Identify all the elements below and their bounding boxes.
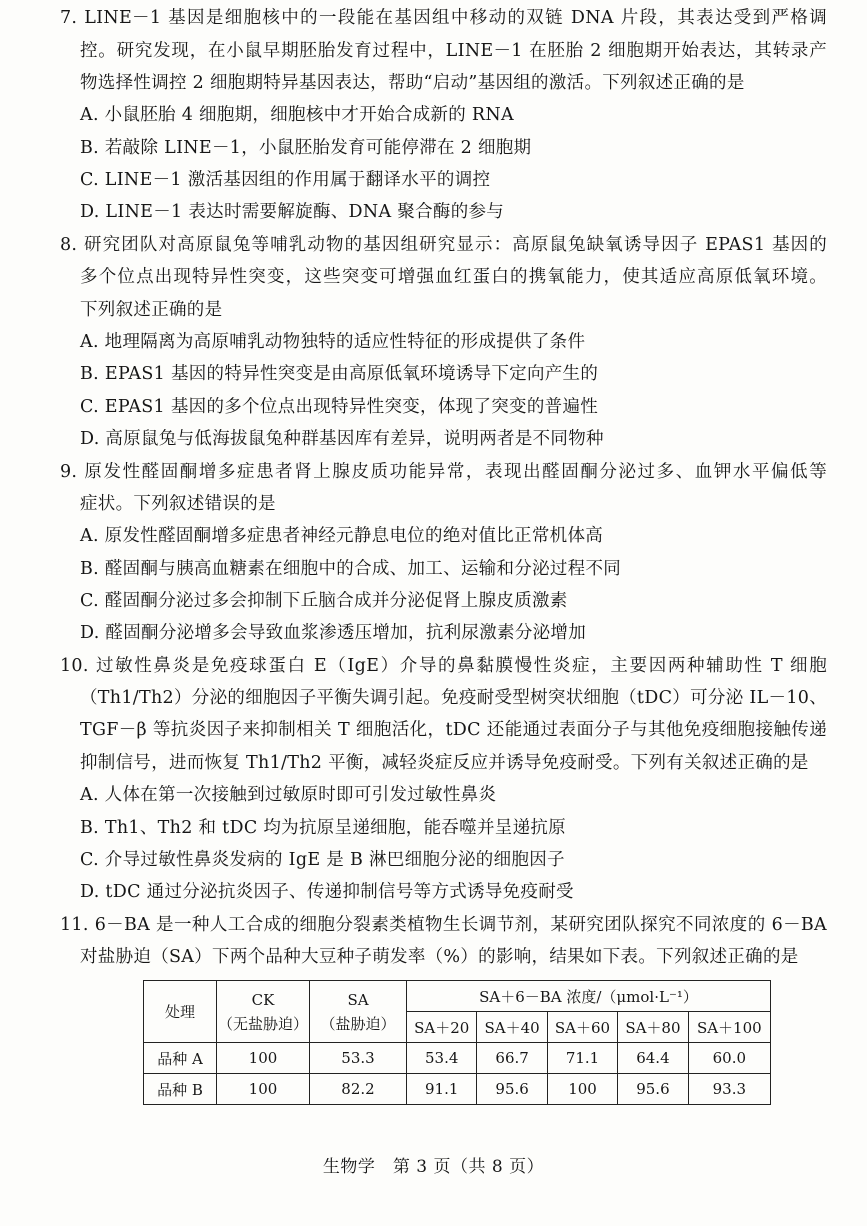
- q7-option-d: D. LINE－1 表达时需要解旋酶、DNA 聚合酶的参与: [80, 202, 505, 222]
- table-cell: 53.3: [310, 1043, 407, 1074]
- table-header-sa: [310, 981, 407, 1043]
- table-cell: 71.1: [547, 1043, 617, 1074]
- row-label: 品种 B: [144, 1074, 217, 1105]
- table-cell: 100: [217, 1074, 310, 1105]
- table-subheader: SA＋40: [477, 1012, 547, 1043]
- table-subheader: SA＋100: [688, 1012, 770, 1043]
- sa-sublabel: （盐胁迫）: [320, 1014, 396, 1033]
- q9-option-c: C. 醛固酮分泌过多会抑制下丘脑合成并分泌促肾上腺皮质激素: [80, 591, 568, 611]
- q7-stem-line-3: 物选择性调控 2 细胞期特异基因表达，帮助“启动”基因组的激活。下列叙述正确的是: [80, 73, 745, 93]
- table-cell: 82.2: [310, 1074, 407, 1105]
- table-subheader: SA＋60: [547, 1012, 617, 1043]
- table-cell: 53.4: [407, 1043, 477, 1074]
- table-header-ck: [217, 981, 310, 1043]
- table-cell: 91.1: [407, 1074, 477, 1105]
- table-cell: 64.4: [618, 1043, 688, 1074]
- q9-stem-line-2: 症状。下列叙述错误的是: [80, 494, 276, 514]
- q9-option-a: A. 原发性醛固酮增多症患者神经元静息电位的绝对值比正常机体高: [80, 526, 604, 546]
- table-cell: 95.6: [477, 1074, 547, 1105]
- q8-stem-line-3: 下列叙述正确的是: [80, 300, 223, 320]
- q10-option-a: A. 人体在第一次接触到过敏原时即可引发过敏性鼻炎: [80, 785, 497, 805]
- q9-stem-line-1: 9. 原发性醛固酮增多症患者肾上腺皮质功能异常，表现出醛固酮分泌过多、血钾水平偏低等: [60, 462, 827, 482]
- q7-option-a: A. 小鼠胚胎 4 细胞期，细胞核中才开始合成新的 RNA: [80, 105, 514, 125]
- q7-option-b: B. 若敲除 LINE－1，小鼠胚胎发育可能停滞在 2 细胞期: [80, 138, 532, 158]
- germination-rate-table: [143, 980, 771, 1105]
- q10-option-c: C. 介导过敏性鼻炎发病的 IgE 是 B 淋巴细胞分泌的细胞因子: [80, 850, 565, 870]
- q7-stem-line-2: 控。研究发现，在小鼠早期胚胎发育过程中，LINE－1 在胚胎 2 细胞期开始表达，其转录产: [80, 41, 827, 61]
- table-cell: 93.3: [688, 1074, 770, 1105]
- table-cell: 100: [217, 1043, 310, 1074]
- q8-stem-line-1: 8. 研究团队对高原鼠兔等哺乳动物的基因组研究显示：高原鼠兔缺氧诱导因子 EPAS1 基因的: [60, 235, 827, 255]
- sa-label: SA: [347, 990, 369, 1009]
- q9-option-b: B. 醛固酮与胰高血糖素在细胞中的合成、加工、运输和分泌过程不同: [80, 559, 622, 579]
- ck-label: CK: [251, 990, 275, 1009]
- q10-stem-line-2: （Th1/Th2）分泌的细胞因子平衡失调引起。免疫耐受型树突状细胞（tDC）可分泌 IL－10、: [80, 688, 827, 708]
- q8-stem-line-2: 多个位点出现特异性突变，这些突变可增强血红蛋白的携氧能力，使其适应高原低氧环境。: [80, 267, 827, 287]
- q7-stem-line-1: 7. LINE－1 基因是细胞核中的一段能在基因组中移动的双链 DNA 片段，其表达受到严格调: [60, 8, 827, 28]
- ck-sublabel: （无盐胁迫）: [217, 1014, 308, 1033]
- q10-stem-line-3: TGF－β 等抗炎因子来抑制相关 T 细胞活化，tDC 还能通过表面分子与其他免疫细胞接触传递: [80, 720, 827, 740]
- q10-option-b: B. Th1、Th2 和 tDC 均为抗原呈递细胞，能吞噬并呈递抗原: [80, 818, 566, 838]
- table-header-group: SA＋6－BA 浓度/（μmol·L⁻¹）: [407, 981, 771, 1012]
- q7-option-c: C. LINE－1 激活基因组的作用属于翻译水平的调控: [80, 170, 491, 190]
- q10-option-d: D. tDC 通过分泌抗炎因子、传递抑制信号等方式诱导免疫耐受: [80, 882, 574, 902]
- row-label: 品种 A: [144, 1043, 217, 1074]
- table-cell: 60.0: [688, 1043, 770, 1074]
- q11-stem-line-1: 11. 6－BA 是一种人工合成的细胞分裂素类植物生长调节剂，某研究团队探究不同浓度的 6－BA: [60, 915, 827, 935]
- table-row: [144, 1074, 771, 1105]
- table-row: [144, 1043, 771, 1074]
- q8-option-d: D. 高原鼠兔与低海拔鼠兔种群基因库有差异，说明两者是不同物种: [80, 429, 604, 449]
- q11-stem-line-2: 对盐胁迫（SA）下两个品种大豆种子萌发率（%）的影响，结果如下表。下列叙述正确的是: [80, 947, 799, 967]
- q9-option-d: D. 醛固酮分泌增多会导致血浆渗透压增加，抗利尿激素分泌增加: [80, 623, 587, 643]
- q8-option-c: C. EPAS1 基因的多个位点出现特异性突变，体现了突变的普遍性: [80, 397, 599, 417]
- table-subheader: SA＋80: [618, 1012, 688, 1043]
- page-footer: 生物学 第 3 页（共 8 页）: [322, 1157, 545, 1177]
- table-header-treatment: 处理: [144, 981, 217, 1043]
- q8-option-a: A. 地理隔离为高原哺乳动物独特的适应性特征的形成提供了条件: [80, 332, 586, 352]
- q10-stem-line-4: 抑制信号，进而恢复 Th1/Th2 平衡，减轻炎症反应并诱导免疫耐受。下列有关叙述正确的是: [80, 753, 809, 773]
- table-cell: 95.6: [618, 1074, 688, 1105]
- table-cell: 66.7: [477, 1043, 547, 1074]
- q10-stem-line-1: 10. 过敏性鼻炎是免疫球蛋白 E（IgE）介导的鼻黏膜慢性炎症，主要因两种辅助性 T 细胞: [60, 656, 827, 676]
- table-subheader: SA＋20: [407, 1012, 477, 1043]
- table-cell: 100: [547, 1074, 617, 1105]
- q8-option-b: B. EPAS1 基因的特异性突变是由高原低氧环境诱导下定向产生的: [80, 364, 599, 384]
